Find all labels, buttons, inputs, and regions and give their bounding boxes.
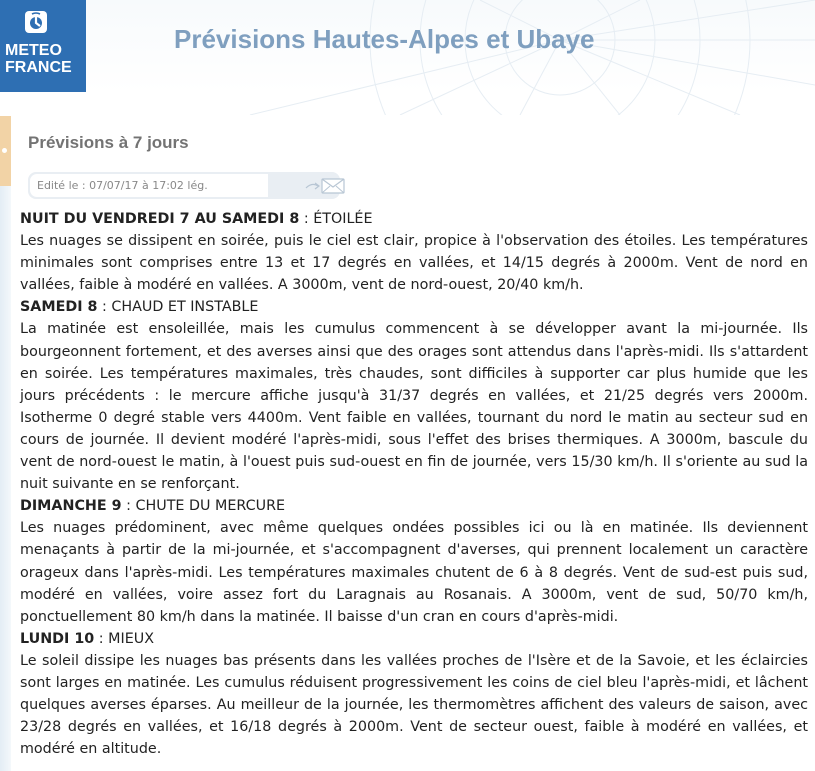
logo-line-1: METEO bbox=[5, 42, 62, 59]
forecast-text: La matinée est ensoleillée, mais les cumulus commencent à se développer avant la mi-journée. Ils bourgeonnent fortement, et des averses ainsi que des orages sont attendus dans l'après-midi. Ils s'attardent en soirée. Les températures maximales, très chaudes, sont difficiles à supporter car plus humide que les jours précédents : le mercure affiche jusqu'à 31/37 degrés en vallées, et 21/25 degrés vers 2000m. Isotherme 0 degré stable vers 4400m. Vent faible en vallées, tournant du nord le matin au secteur sud en cours de journée. Il devient modéré l'après-midi, sous l'effet des brises thermiques. A 3000m, bascule du vent de nord-ouest le matin, à l'ouest puis sud-ouest en fin de journée, vers 15/30 km/h. Il s'oriente au sud la nuit suivante en se renforçant. bbox=[20, 321, 808, 493]
forecast-separator: : bbox=[299, 211, 314, 227]
meteo-france-logo-icon bbox=[24, 10, 48, 34]
forecast-content bbox=[20, 208, 808, 760]
forecast-heading bbox=[20, 628, 808, 650]
forecast-summary: CHAUD ET INSTABLE bbox=[111, 299, 259, 316]
edit-info-bar bbox=[28, 172, 340, 199]
edit-date-field bbox=[30, 174, 268, 197]
meteo-france-logo[interactable] bbox=[0, 0, 86, 92]
forecast-separator: : bbox=[121, 498, 136, 515]
forecast-summary: MIEUX bbox=[108, 630, 154, 647]
forecast-text: Les nuages se dissipent en soirée, puis le ciel est clair, propice à l'observation des étoiles. Les températures minimales sont comprises entre 13 et 17 degrés en vallées, et 14/15 degrés à 2000m. Vent de nord en vallées, faible à modéré en vallées. A 3000m, vent de nord-ouest, 20/40 km/h. bbox=[20, 233, 808, 294]
forecast-text: Le soleil dissipe les nuages bas présents dans les vallées proches de l'Isère et de la Savoie, et les éclaircies sont larges en matinée. Les cumulus réduisent progressivement les coins de ciel bleu l'après-midi, et lâchent quelques averses éparses. Au meilleur de la journée, les thermomètres affichent des valeurs de saison, avec 23/28 degrés en vallées, et 16/18 degrés à 2000m. Vent de secteur ouest, faible à modéré en vallées, et modéré en altitude. bbox=[20, 652, 808, 758]
section-title: Prévisions à 7 jours bbox=[28, 133, 189, 152]
logo-text bbox=[5, 42, 81, 76]
page-title: Prévisions Hautes-Alpes et Ubaye bbox=[174, 24, 595, 54]
forecast-heading bbox=[20, 296, 808, 318]
forecast-day: SAMEDI 8 bbox=[20, 299, 98, 316]
page-header bbox=[0, 0, 815, 92]
forecast-heading bbox=[20, 495, 808, 517]
side-bar bbox=[0, 186, 11, 771]
side-tab-dot bbox=[2, 148, 7, 153]
forecast-day: LUNDI 10 bbox=[20, 630, 95, 647]
forecast-block-monday bbox=[20, 628, 808, 761]
forecast-day: NUIT DU VENDREDI 7 AU SAMEDI 8 bbox=[20, 211, 300, 227]
send-mail-icon[interactable] bbox=[304, 176, 354, 196]
forecast-summary: ÉTOILÉE bbox=[313, 211, 373, 227]
header-background-pattern bbox=[0, 0, 815, 115]
forecast-block-night bbox=[20, 208, 808, 296]
forecast-separator: : bbox=[94, 630, 109, 647]
forecast-text: Les nuages prédominent, avec même quelques ondées possibles ici ou là en matinée. Ils deviennent menaçants à partir de la mi-journée, et s'accompagnent d'averses, qui prennent localement un caractère orageux dans l'après-midi. Les températures maximales chutent de 6 à 8 degrés. Vent de sud-est puis sud, modéré en vallées, voire assez fort du Laragnais au Rosanais. A 3000m, vent de sud, 50/70 km/h, ponctuellement 80 km/h dans la matinée. Il baisse d'un cran en cours d'après-midi. bbox=[20, 520, 808, 625]
forecast-heading bbox=[20, 208, 808, 230]
logo-line-2: FRANCE bbox=[5, 59, 72, 76]
forecast-summary: CHUTE DU MERCURE bbox=[135, 498, 286, 515]
forecast-block-saturday bbox=[20, 296, 808, 495]
forecast-separator: : bbox=[97, 299, 112, 316]
forecast-block-sunday bbox=[20, 495, 808, 628]
forecast-day: DIMANCHE 9 bbox=[20, 498, 122, 515]
edit-date-label: Edité le : 07/07/17 à 17:02 lég. bbox=[37, 179, 208, 192]
